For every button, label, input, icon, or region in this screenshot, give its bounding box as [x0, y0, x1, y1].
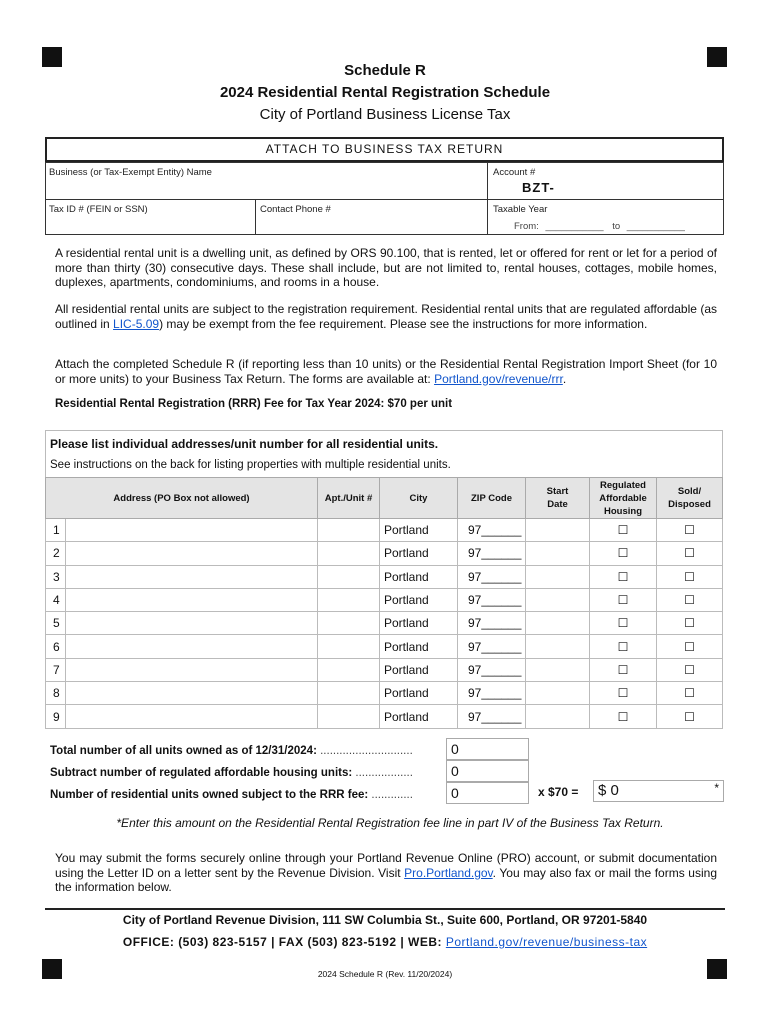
- apt-unit-input[interactable]: [318, 658, 380, 681]
- sold-disposed-checkbox[interactable]: ☐: [657, 542, 723, 565]
- start-date-input[interactable]: [526, 635, 590, 658]
- sold-disposed-checkbox[interactable]: ☐: [657, 635, 723, 658]
- address-input[interactable]: [66, 682, 318, 705]
- regulated-affordable-checkbox[interactable]: ☐: [590, 658, 657, 681]
- zip-input[interactable]: 97______: [458, 682, 526, 705]
- submit-paragraph: [55, 851, 717, 895]
- rrr-link[interactable]: Portland.gov/revenue/rrr: [434, 371, 563, 386]
- business-name-field[interactable]: [45, 162, 488, 200]
- address-input[interactable]: [66, 519, 318, 542]
- total-units-text: Total number of all units owned as of 12/31/2024:: [50, 745, 317, 757]
- taxable-year-range: [514, 221, 685, 232]
- taxable-year-label: Taxable Year: [493, 204, 548, 215]
- attach-banner-text: ATTACH TO BUSINESS TAX RETURN: [265, 142, 504, 156]
- footer-contact: [0, 935, 770, 949]
- start-date-input[interactable]: [526, 542, 590, 565]
- revision-note: 2024 Schedule R (Rev. 11/20/2024): [317, 969, 453, 979]
- taxable-year-field: [487, 199, 724, 235]
- address-input[interactable]: [66, 658, 318, 681]
- city-value: Portland: [380, 658, 458, 681]
- footnote: *Enter this amount on the Residential Rental Registration fee line in part IV of the Business Tax Return.: [116, 816, 664, 830]
- col-sold: [657, 478, 723, 519]
- submit-text-a: You may submit the forms securely online through your Portland Revenue Online (PRO) account, or submit documentation using the Letter ID on a letter sent by the Revenue Division. Visit: [55, 851, 717, 880]
- fee-total-value: $ 0: [598, 782, 619, 799]
- zip-input[interactable]: 97______: [458, 565, 526, 588]
- col-sold-line1: Sold/: [677, 486, 702, 497]
- city-value: Portland: [380, 519, 458, 542]
- apt-unit-input[interactable]: [318, 519, 380, 542]
- form-title: Schedule R: [344, 62, 426, 79]
- form-subtitle-city: City of Portland Business License Tax: [259, 106, 511, 123]
- contact-phone-field[interactable]: [255, 199, 488, 235]
- col-address: Address (PO Box not allowed): [46, 478, 318, 519]
- sold-disposed-checkbox[interactable]: ☐: [657, 612, 723, 635]
- start-date-input[interactable]: [526, 705, 590, 728]
- row-number: 4: [46, 588, 66, 611]
- table-row: [46, 542, 723, 565]
- regulated-affordable-checkbox[interactable]: ☐: [590, 542, 657, 565]
- apt-unit-input[interactable]: [318, 588, 380, 611]
- attach-text-a: Attach the completed Schedule R (if reporting less than 10 units) or the Residential Rental Registration Import Sheet (for 10 or more units) to your Business Tax Return. The forms are available at:: [55, 357, 717, 386]
- col-start-line1: Start: [546, 486, 569, 497]
- account-prefix: BZT-: [522, 180, 555, 195]
- from-date-input[interactable]: ___________: [545, 221, 604, 232]
- business-tax-link[interactable]: Portland.gov/revenue/business-tax: [445, 935, 648, 949]
- subtract-units-label: [50, 767, 413, 779]
- attach-banner: [45, 137, 724, 162]
- apt-unit-input[interactable]: [318, 635, 380, 658]
- apt-unit-input[interactable]: [318, 542, 380, 565]
- subject-units-text: Number of residential units owned subject to the RRR fee:: [50, 789, 369, 801]
- total-units-input[interactable]: 0: [446, 738, 529, 760]
- regulated-affordable-checkbox[interactable]: ☐: [590, 705, 657, 728]
- city-value: Portland: [380, 635, 458, 658]
- row-number: 1: [46, 519, 66, 542]
- row-number: 8: [46, 682, 66, 705]
- col-reg-line3: Housing: [604, 505, 642, 517]
- attach-text-b: .: [562, 371, 567, 386]
- subject-units-input[interactable]: 0: [446, 782, 529, 804]
- apt-unit-input[interactable]: [318, 705, 380, 728]
- regulated-affordable-checkbox[interactable]: ☐: [590, 612, 657, 635]
- sold-disposed-checkbox[interactable]: ☐: [657, 565, 723, 588]
- attach-paragraph: [55, 357, 717, 386]
- zip-input[interactable]: 97______: [458, 705, 526, 728]
- regulated-affordable-checkbox[interactable]: ☐: [590, 565, 657, 588]
- col-sold-line2: Disposed: [668, 499, 711, 510]
- table-row: [46, 682, 723, 705]
- start-date-input[interactable]: [526, 658, 590, 681]
- start-date-input[interactable]: [526, 612, 590, 635]
- city-value: Portland: [380, 542, 458, 565]
- fee-asterisk: *: [714, 781, 719, 795]
- zip-input[interactable]: 97______: [458, 588, 526, 611]
- col-start-date: [526, 478, 590, 519]
- table-row: [46, 588, 723, 611]
- business-name-label: Business (or Tax-Exempt Entity) Name: [49, 167, 212, 178]
- fee-total-input[interactable]: [593, 780, 724, 802]
- table-row: [46, 658, 723, 681]
- total-units-dots: .............................: [320, 745, 413, 757]
- apt-unit-input[interactable]: [318, 565, 380, 588]
- account-number-label: Account #: [493, 167, 536, 178]
- footer-address: City of Portland Revenue Division, 111 SW Columbia St., Suite 600, Portland, OR 97201-5840: [122, 913, 648, 927]
- col-reg-line2: Affordable: [599, 492, 647, 504]
- city-value: Portland: [380, 682, 458, 705]
- form-subtitle-main: 2024 Residential Rental Registration Schedule: [219, 84, 551, 101]
- definition-paragraph: A residential rental unit is a dwelling unit, as defined by ORS 90.100, that is rented, let or offered for rent or let for a period of more than thirty (30) consecutive days. These shall include, but are not limited to, rental houses, cottages, mobile homes, duplexes, apartments, condominiums, and rooms in a house.: [55, 246, 717, 289]
- total-units-label: [50, 745, 413, 757]
- sold-disposed-checkbox[interactable]: ☐: [657, 519, 723, 542]
- start-date-input[interactable]: [526, 519, 590, 542]
- city-value: Portland: [380, 612, 458, 635]
- table-row: [46, 519, 723, 542]
- sold-disposed-checkbox[interactable]: ☐: [657, 658, 723, 681]
- address-input[interactable]: [66, 542, 318, 565]
- zip-input[interactable]: 97______: [458, 635, 526, 658]
- subtract-units-input[interactable]: 0: [446, 760, 529, 782]
- address-input[interactable]: [66, 565, 318, 588]
- city-value: Portland: [380, 565, 458, 588]
- footer-divider: [45, 908, 725, 910]
- row-number: 5: [46, 612, 66, 635]
- row-number: 6: [46, 635, 66, 658]
- start-date-input[interactable]: [526, 565, 590, 588]
- fee-multiplier: x $70 =: [538, 785, 579, 799]
- fee-statement: Residential Rental Registration (RRR) Fee for Tax Year 2024: $70 per unit: [55, 398, 453, 410]
- zip-input[interactable]: 97______: [458, 542, 526, 565]
- list-header-box: [45, 430, 723, 478]
- regulated-affordable-checkbox[interactable]: ☐: [590, 519, 657, 542]
- address-input[interactable]: [66, 612, 318, 635]
- apt-unit-input[interactable]: [318, 612, 380, 635]
- table-row: [46, 565, 723, 588]
- to-label: to: [612, 221, 621, 232]
- subtract-units-text: Subtract number of regulated affordable housing units:: [50, 767, 353, 779]
- list-heading: Please list individual addresses/unit number for all residential units.: [50, 437, 439, 451]
- col-apt: Apt./Unit #: [318, 478, 380, 519]
- table-header-row: [46, 478, 723, 519]
- subject-units-label: [50, 789, 413, 801]
- row-number: 7: [46, 658, 66, 681]
- zip-input[interactable]: 97______: [458, 658, 526, 681]
- regulated-affordable-checkbox[interactable]: ☐: [590, 635, 657, 658]
- contact-phone-label: Contact Phone #: [260, 204, 331, 215]
- requirement-text-b: ) may be exempt from the fee requirement. Please see the instructions for more information.: [159, 316, 648, 331]
- submit-text-b: . You may also fax or mail the forms using the information below.: [55, 865, 717, 894]
- pro-portland-link[interactable]: Pro.Portland.gov: [404, 865, 493, 880]
- to-date-input[interactable]: ___________: [626, 221, 685, 232]
- address-input[interactable]: [66, 635, 318, 658]
- apt-unit-input[interactable]: [318, 682, 380, 705]
- col-city: City: [380, 478, 458, 519]
- city-value: Portland: [380, 588, 458, 611]
- row-number: 9: [46, 705, 66, 728]
- start-date-input[interactable]: [526, 682, 590, 705]
- lic-509-link[interactable]: LIC-5.09: [113, 316, 160, 331]
- tax-id-field[interactable]: [45, 199, 256, 235]
- list-instructions: See instructions on the back for listing properties with multiple residential units.: [50, 459, 451, 471]
- tax-id-label: Tax ID # (FEIN or SSN): [49, 204, 148, 215]
- sold-disposed-checkbox[interactable]: ☐: [657, 705, 723, 728]
- row-number: 2: [46, 542, 66, 565]
- address-input[interactable]: [66, 588, 318, 611]
- subtract-units-dots: ..................: [355, 767, 413, 779]
- table-row: [46, 705, 723, 728]
- table-row: [46, 612, 723, 635]
- zip-input[interactable]: 97______: [458, 612, 526, 635]
- rental-units-table: [45, 477, 723, 729]
- requirement-text-a: All residential rental units are subject to the registration requirement. Residential rental units that are regulated affordable (as outlined in: [55, 302, 717, 331]
- sold-disposed-checkbox[interactable]: ☐: [657, 682, 723, 705]
- table-row: [46, 635, 723, 658]
- footer-office-text: OFFICE: (503) 823-5157 | FAX (503) 823-5192 | WEB:: [122, 935, 446, 949]
- city-value: Portland: [380, 705, 458, 728]
- start-date-input[interactable]: [526, 588, 590, 611]
- regulated-affordable-checkbox[interactable]: ☐: [590, 682, 657, 705]
- col-zip: ZIP Code: [458, 478, 526, 519]
- account-number-field[interactable]: [487, 162, 724, 200]
- zip-input[interactable]: 97______: [458, 519, 526, 542]
- col-start-line2: Date: [547, 499, 568, 510]
- from-label: From:: [514, 221, 539, 232]
- subject-units-dots: .............: [371, 789, 413, 801]
- requirement-paragraph: [55, 302, 717, 331]
- regulated-affordable-checkbox[interactable]: ☐: [590, 588, 657, 611]
- sold-disposed-checkbox[interactable]: ☐: [657, 588, 723, 611]
- row-number: 3: [46, 565, 66, 588]
- col-regulated: [590, 478, 657, 519]
- col-reg-line1: Regulated: [600, 479, 646, 491]
- address-input[interactable]: [66, 705, 318, 728]
